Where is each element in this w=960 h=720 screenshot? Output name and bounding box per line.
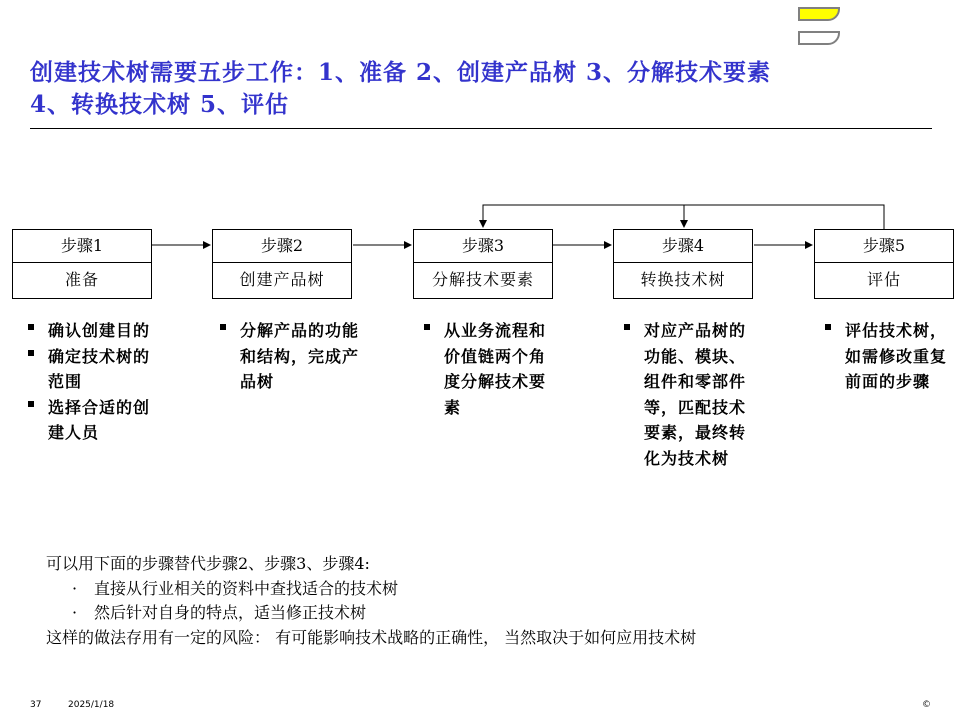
step-1-label: 步骤1	[13, 230, 151, 263]
title-line-1: 创建技术树需要五步工作：1、准备 2、创建产品树 3、分解技术要素	[30, 59, 772, 86]
bullet-item: 从业务流程和价值链两个角度分解技术要素	[424, 318, 558, 420]
step-3-name: 分解技术要素	[431, 270, 534, 289]
step-4-name: 转换技术树	[640, 270, 726, 289]
step-5-name: 评估	[866, 270, 901, 289]
bullet-item: 选择合适的创建人员	[28, 395, 162, 446]
page-number: 37	[30, 700, 42, 710]
step-3-bullets	[424, 318, 558, 420]
step-2-bullets	[220, 318, 370, 395]
step-4-label: 步骤4	[614, 230, 752, 263]
bullet-item: 确定技术树的范围	[28, 344, 162, 395]
note-item: · 直接从行业相关的资料中查找适合的技术树	[72, 578, 399, 598]
step-1-box	[12, 229, 152, 299]
bullet-item: 分解产品的功能和结构，完成产品树	[220, 318, 370, 395]
note-item: · 然后针对自身的特点，适当修正技术树	[72, 603, 367, 622]
step-2-name: 创建产品树	[239, 270, 325, 289]
copyright-mark: ©	[922, 700, 931, 710]
bullet-item: 确认创建目的	[28, 318, 162, 344]
step-2-label: 步骤2	[213, 230, 351, 263]
step-5-box	[814, 229, 954, 299]
alternative-note	[46, 552, 696, 650]
title-line-2: 4、转换技术树 5、评估	[30, 91, 290, 118]
step-5-label: 步骤5	[815, 230, 953, 263]
step-4-box	[613, 229, 753, 299]
bullet-item: 对应产品树的功能、模块、组件和零部件等，匹配技术要素，最终转化为技术树	[624, 318, 758, 471]
step-1-bullets	[28, 318, 162, 446]
step-5-bullets	[825, 318, 959, 395]
bullet-item: 评估技术树，如需修改重复前面的步骤	[825, 318, 959, 395]
step-1-name: 准备	[64, 270, 99, 289]
step-3-box	[413, 229, 553, 299]
step-4-bullets	[624, 318, 758, 471]
step-2-box	[212, 229, 352, 299]
footer-date: 2025/1/18	[68, 700, 115, 710]
step-3-label: 步骤3	[414, 230, 552, 263]
note-conclusion: 这样的做法存用有一定的风险： 有可能影响技术战略的正确性， 当然取决于如何应用技术树	[46, 627, 697, 647]
note-intro: 可以用下面的步骤替代步骤2、步骤3、步骤4:	[46, 554, 370, 573]
